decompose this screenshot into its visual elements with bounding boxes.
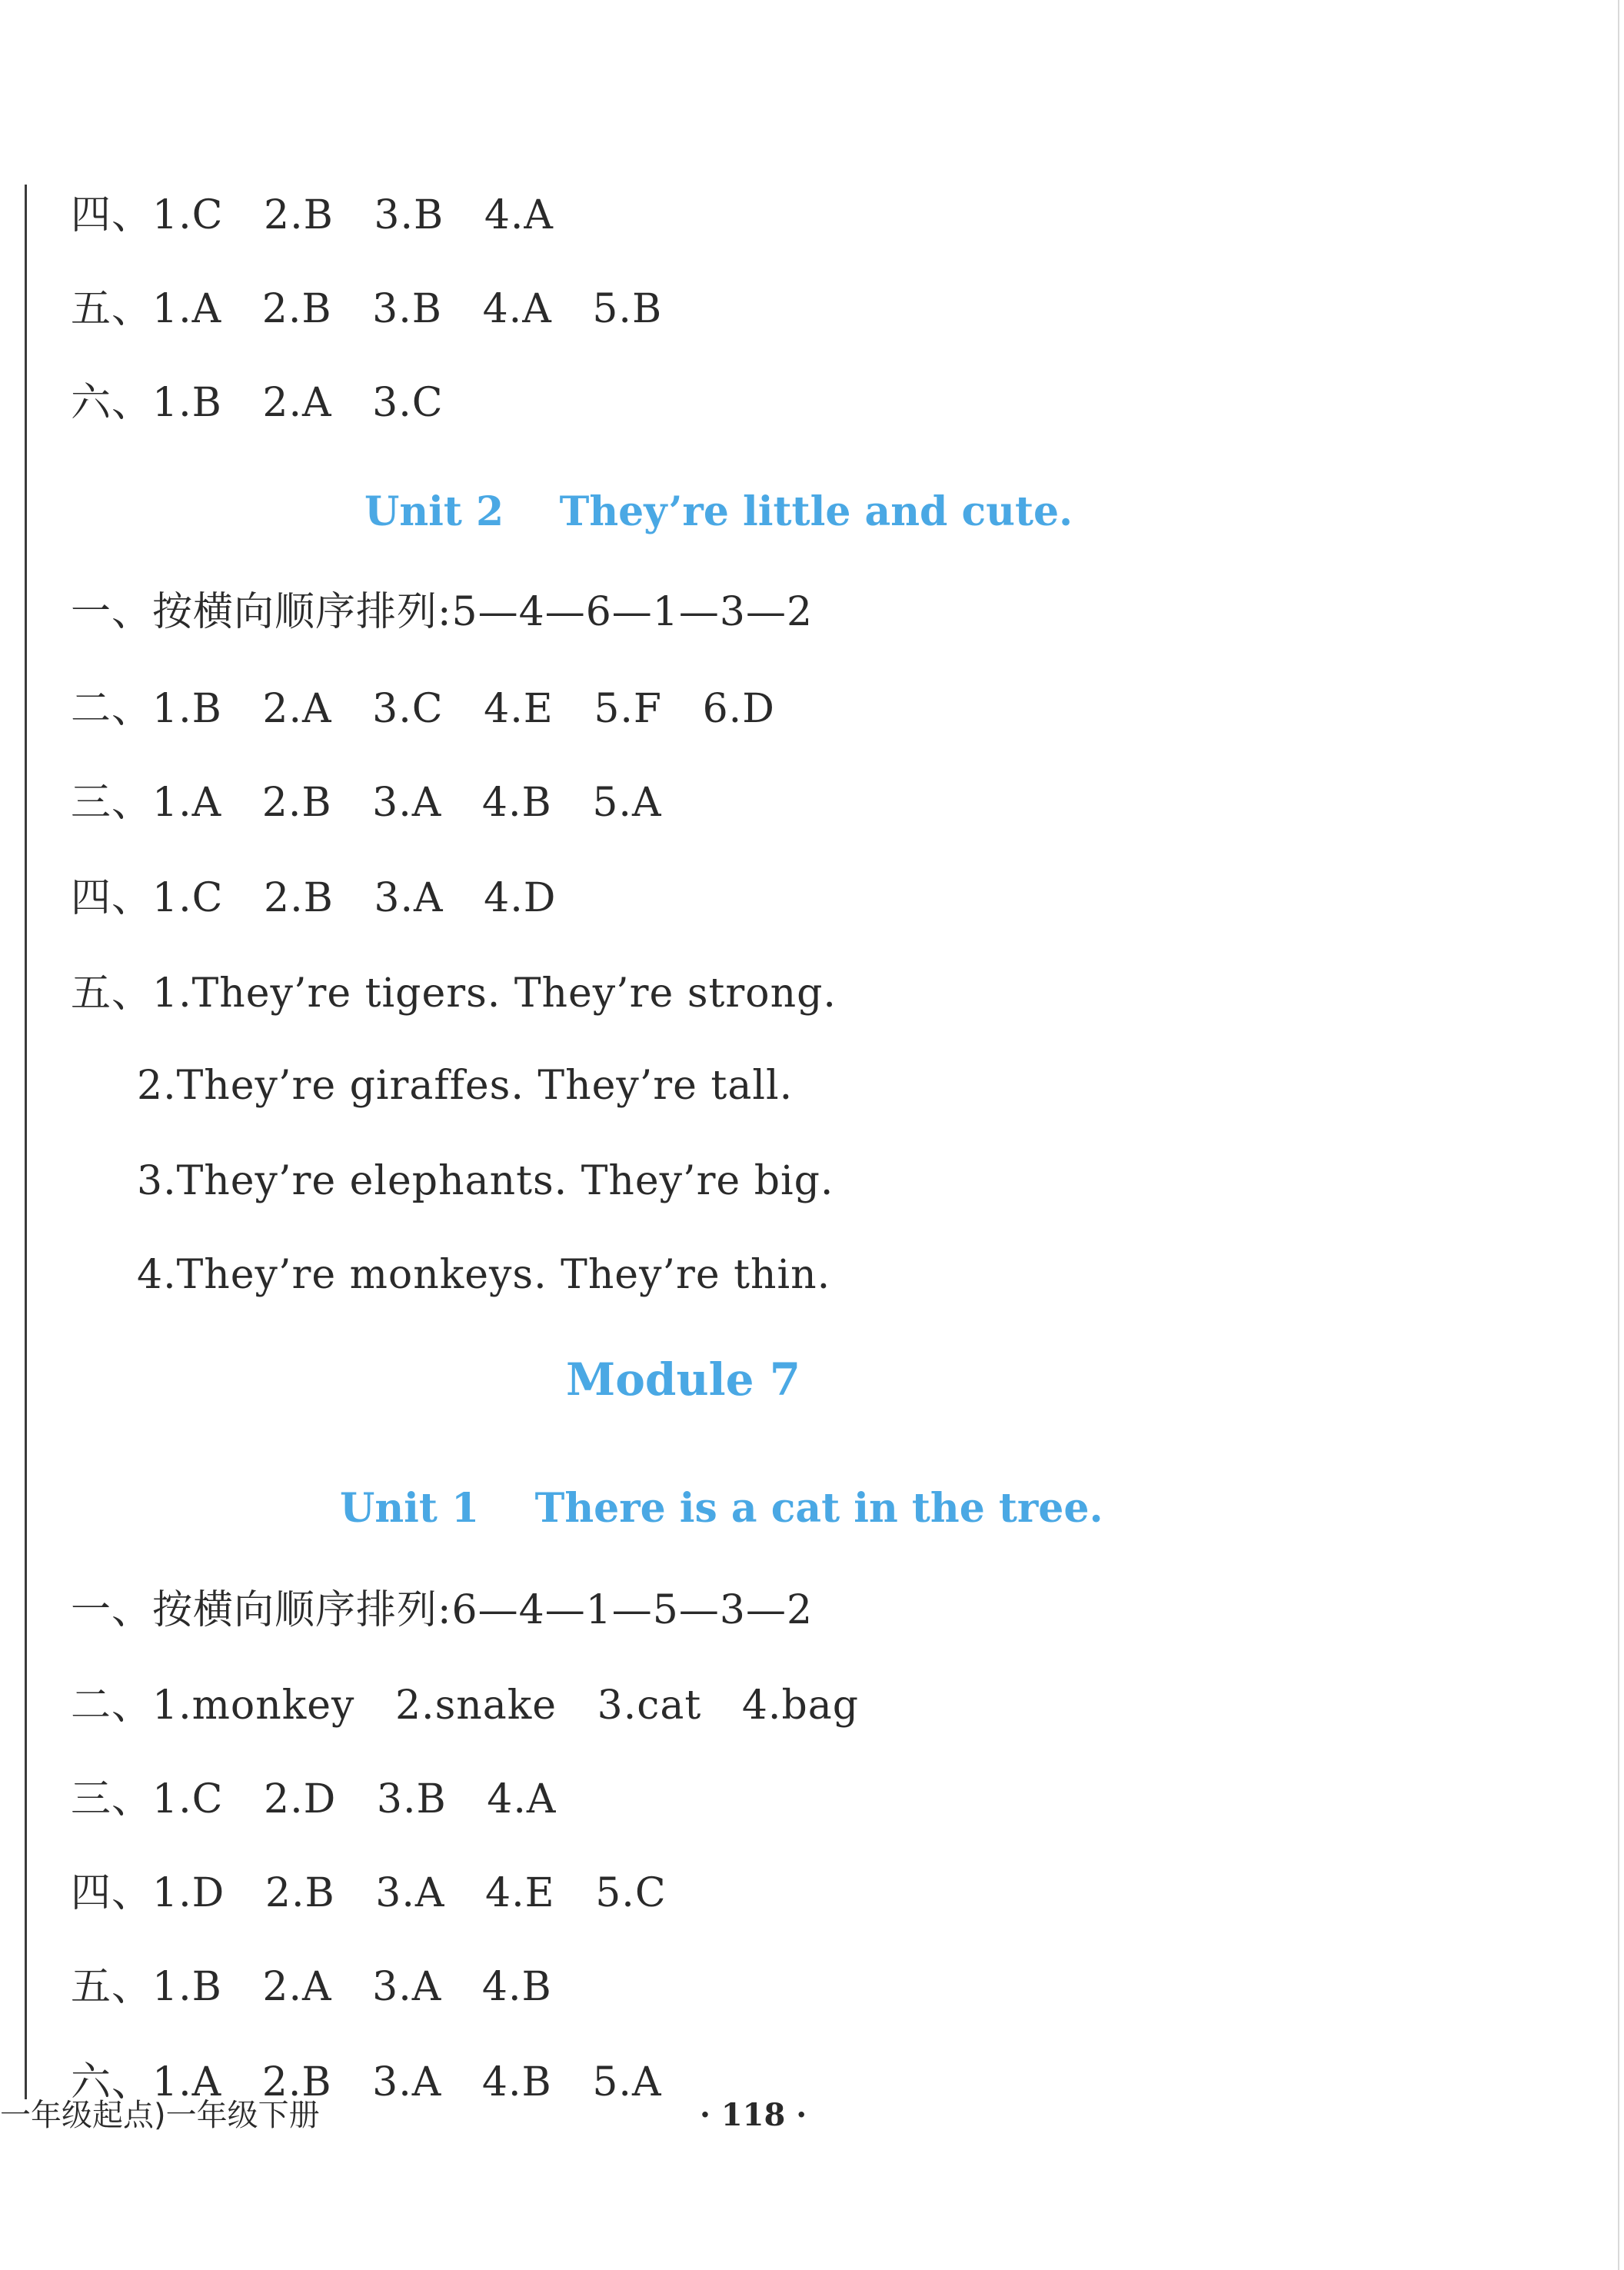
answer-line: 四、1.C 2.B 3.B 4.A bbox=[71, 192, 554, 238]
answer-line: 一、按横向顺序排列:6—4—1—5—3—2 bbox=[71, 1587, 814, 1633]
answer-line: 2.They’re giraffes. They’re tall. bbox=[137, 1063, 794, 1109]
unit-2-heading: Unit 2 They’re little and cute. bbox=[364, 488, 1073, 535]
answer-line: 六、1.A 2.B 3.A 4.B 5.A bbox=[71, 2059, 662, 2105]
answer-line: 四、1.C 2.B 3.A 4.D bbox=[71, 875, 557, 921]
answer-line: 4.They’re monkeys. They’re thin. bbox=[137, 1252, 831, 1298]
answer-line: 四、1.D 2.B 3.A 4.E 5.C bbox=[71, 1870, 667, 1916]
page-number: · 118 · bbox=[700, 2097, 807, 2133]
module-heading: Module 7 bbox=[566, 1353, 801, 1406]
answer-line: 二、1.B 2.A 3.C 4.E 5.F 6.D bbox=[71, 686, 775, 732]
unit-1-heading: Unit 1 There is a cat in the tree. bbox=[340, 1485, 1103, 1532]
answer-line: 一、按横向顺序排列:5—4—6—1—3—2 bbox=[71, 589, 814, 635]
answer-line: 二、1.monkey 2.snake 3.cat 4.bag bbox=[71, 1683, 860, 1729]
answer-line: 五、1.They’re tigers. They’re strong. bbox=[71, 970, 837, 1017]
answer-line: 三、1.C 2.D 3.B 4.A bbox=[71, 1776, 557, 1822]
book-title-footer: 一年级起点)一年级下册 bbox=[0, 2098, 320, 2133]
answer-line: 三、1.A 2.B 3.A 4.B 5.A bbox=[71, 780, 662, 826]
answer-line: 五、1.B 2.A 3.A 4.B bbox=[71, 1964, 552, 2010]
answer-line: 六、1.B 2.A 3.C bbox=[71, 380, 444, 426]
margin-rule bbox=[25, 185, 27, 2099]
answer-line: 五、1.A 2.B 3.B 4.A 5.B bbox=[71, 286, 663, 332]
answer-line: 3.They’re elephants. They’re big. bbox=[137, 1158, 834, 1204]
page-edge bbox=[1618, 0, 1619, 2270]
